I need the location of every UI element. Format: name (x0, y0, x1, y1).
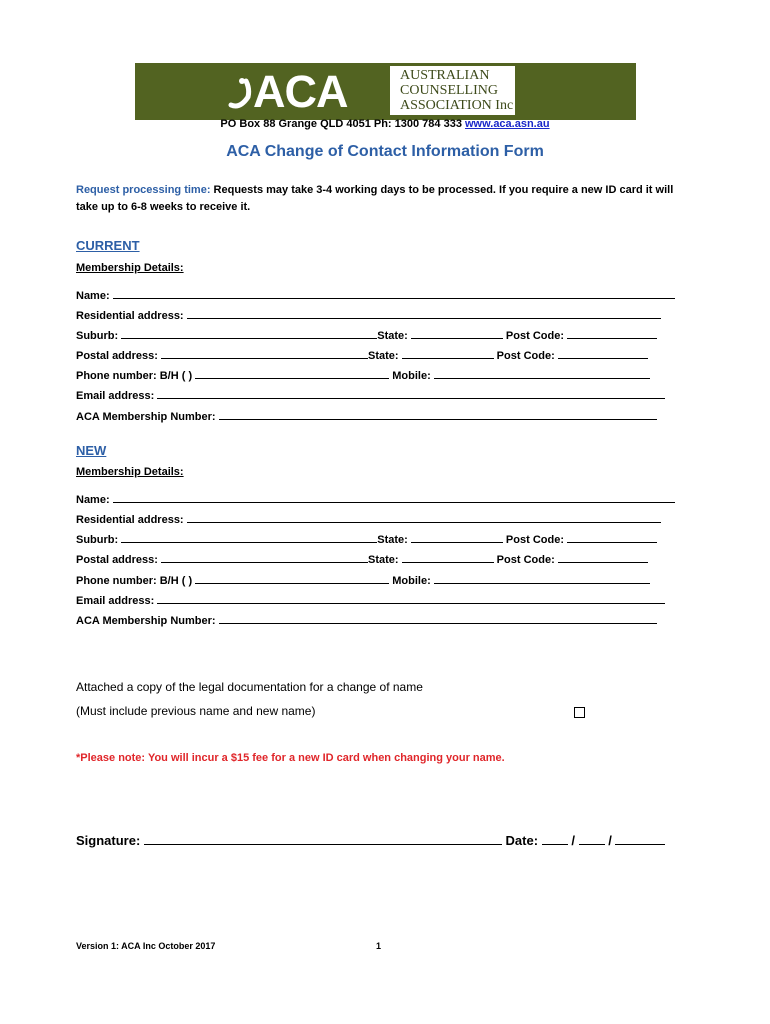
current-email-field[interactable] (157, 388, 665, 399)
new-mobile-field[interactable] (434, 573, 650, 584)
current-membership-field[interactable] (219, 409, 657, 420)
new-residential-field[interactable] (187, 512, 661, 523)
new-residential-row (76, 512, 661, 526)
current-suburb-row (76, 328, 657, 342)
fee-note: *Please note: You will incur a $15 fee for a new ID card when changing your name. (76, 752, 505, 764)
suburb-label: Suburb: (76, 534, 119, 546)
attach-checkbox[interactable] (574, 707, 585, 718)
attach-line2: (Must include previous name and new name) (76, 704, 316, 718)
new-state-field[interactable] (411, 532, 503, 543)
state-label: State: (367, 554, 399, 566)
residential-label: Residential address: (76, 514, 184, 526)
form-title: ACA Change of Contact Information Form (226, 143, 544, 160)
name-label: Name: (76, 494, 110, 506)
state-label: State: (377, 330, 408, 342)
current-membership-row (76, 409, 657, 423)
contact-address (0, 118, 770, 130)
postcode-label: Post Code: (505, 534, 564, 546)
postcode-label: Post Code: (496, 350, 555, 362)
membership-number-label: ACA Membership Number: (76, 615, 216, 627)
date-month-field[interactable] (579, 834, 605, 845)
notice-label: Request processing time: (76, 184, 211, 196)
new-name-field[interactable] (113, 492, 675, 503)
current-email-row (76, 388, 665, 402)
current-phone-row (76, 368, 650, 382)
date-year-field[interactable] (615, 834, 665, 845)
logo-wordmark: ACA (253, 66, 348, 117)
processing-notice (76, 182, 676, 216)
current-residential-field[interactable] (187, 308, 661, 319)
state-label: State: (377, 534, 408, 546)
logo-name-line1: AUSTRALIAN (400, 68, 490, 83)
email-label: Email address: (76, 390, 155, 402)
notice-text: Requests may take 3-4 working days to be processed. If you require a new ID card it will take up to 6-8 weeks to receive it. (76, 184, 674, 213)
date-label: Date: (505, 833, 539, 848)
signature-row (76, 833, 665, 848)
logo-swoosh-icon (228, 75, 254, 115)
new-membership-field[interactable] (219, 613, 657, 624)
date-sep: / (608, 833, 612, 848)
current-name-row (76, 288, 675, 302)
current-postal-postcode-field[interactable] (558, 348, 648, 359)
signature-label: Signature: (76, 833, 141, 848)
new-suburb-field[interactable] (121, 532, 377, 543)
attach-line1: Attached a copy of the legal documentation for a change of name (76, 680, 423, 694)
address-text: PO Box 88 Grange QLD 4051 Ph: 1300 784 333 (220, 118, 462, 130)
name-label: Name: (76, 290, 110, 302)
postal-label: Postal address: (76, 350, 158, 362)
current-heading: CURRENT (76, 238, 140, 253)
email-label: Email address: (76, 595, 155, 607)
new-subheading: Membership Details: (76, 466, 184, 478)
new-email-field[interactable] (157, 593, 665, 604)
website-link[interactable]: www.aca.asn.au (465, 118, 550, 130)
new-membership-row (76, 613, 657, 627)
current-mobile-field[interactable] (434, 368, 650, 379)
residential-label: Residential address: (76, 310, 184, 322)
postal-label: Postal address: (76, 554, 158, 566)
current-postal-field[interactable] (161, 348, 368, 359)
suburb-label: Suburb: (76, 330, 119, 342)
new-phone-row (76, 573, 650, 587)
new-postcode-field[interactable] (567, 532, 657, 543)
current-state-field[interactable] (411, 328, 503, 339)
new-email-row (76, 593, 665, 607)
postcode-label: Post Code: (496, 554, 555, 566)
footer-version: Version 1: ACA Inc October 2017 (76, 941, 216, 951)
postcode-label: Post Code: (505, 330, 564, 342)
current-postal-row (76, 348, 648, 362)
current-postcode-field[interactable] (567, 328, 657, 339)
logo-name-box (390, 66, 515, 115)
current-postal-state-field[interactable] (402, 348, 494, 359)
new-suburb-row (76, 532, 657, 546)
phone-label: Phone number: B/H ( ) (76, 370, 193, 382)
current-phone-field[interactable] (195, 368, 389, 379)
signature-field[interactable] (144, 834, 502, 845)
new-phone-field[interactable] (195, 573, 389, 584)
current-residential-row (76, 308, 661, 322)
new-heading: NEW (76, 443, 107, 458)
current-suburb-field[interactable] (121, 328, 377, 339)
page-number: 1 (376, 941, 382, 951)
new-postal-row (76, 552, 648, 566)
new-postal-field[interactable] (161, 552, 368, 563)
current-subheading: Membership Details: (76, 262, 184, 274)
logo-name-line2: COUNSELLING (400, 83, 498, 98)
new-name-row (76, 492, 675, 506)
mobile-label: Mobile: (392, 370, 431, 382)
state-label: State: (367, 350, 399, 362)
date-sep: / (571, 833, 575, 848)
logo-name-line3: ASSOCIATION Inc (400, 98, 514, 113)
date-day-field[interactable] (542, 834, 568, 845)
new-postal-postcode-field[interactable] (558, 552, 648, 563)
mobile-label: Mobile: (392, 575, 431, 587)
new-postal-state-field[interactable] (402, 552, 494, 563)
current-name-field[interactable] (113, 288, 675, 299)
phone-label: Phone number: B/H ( ) (76, 575, 193, 587)
aca-logo (135, 63, 636, 120)
membership-number-label: ACA Membership Number: (76, 411, 216, 423)
